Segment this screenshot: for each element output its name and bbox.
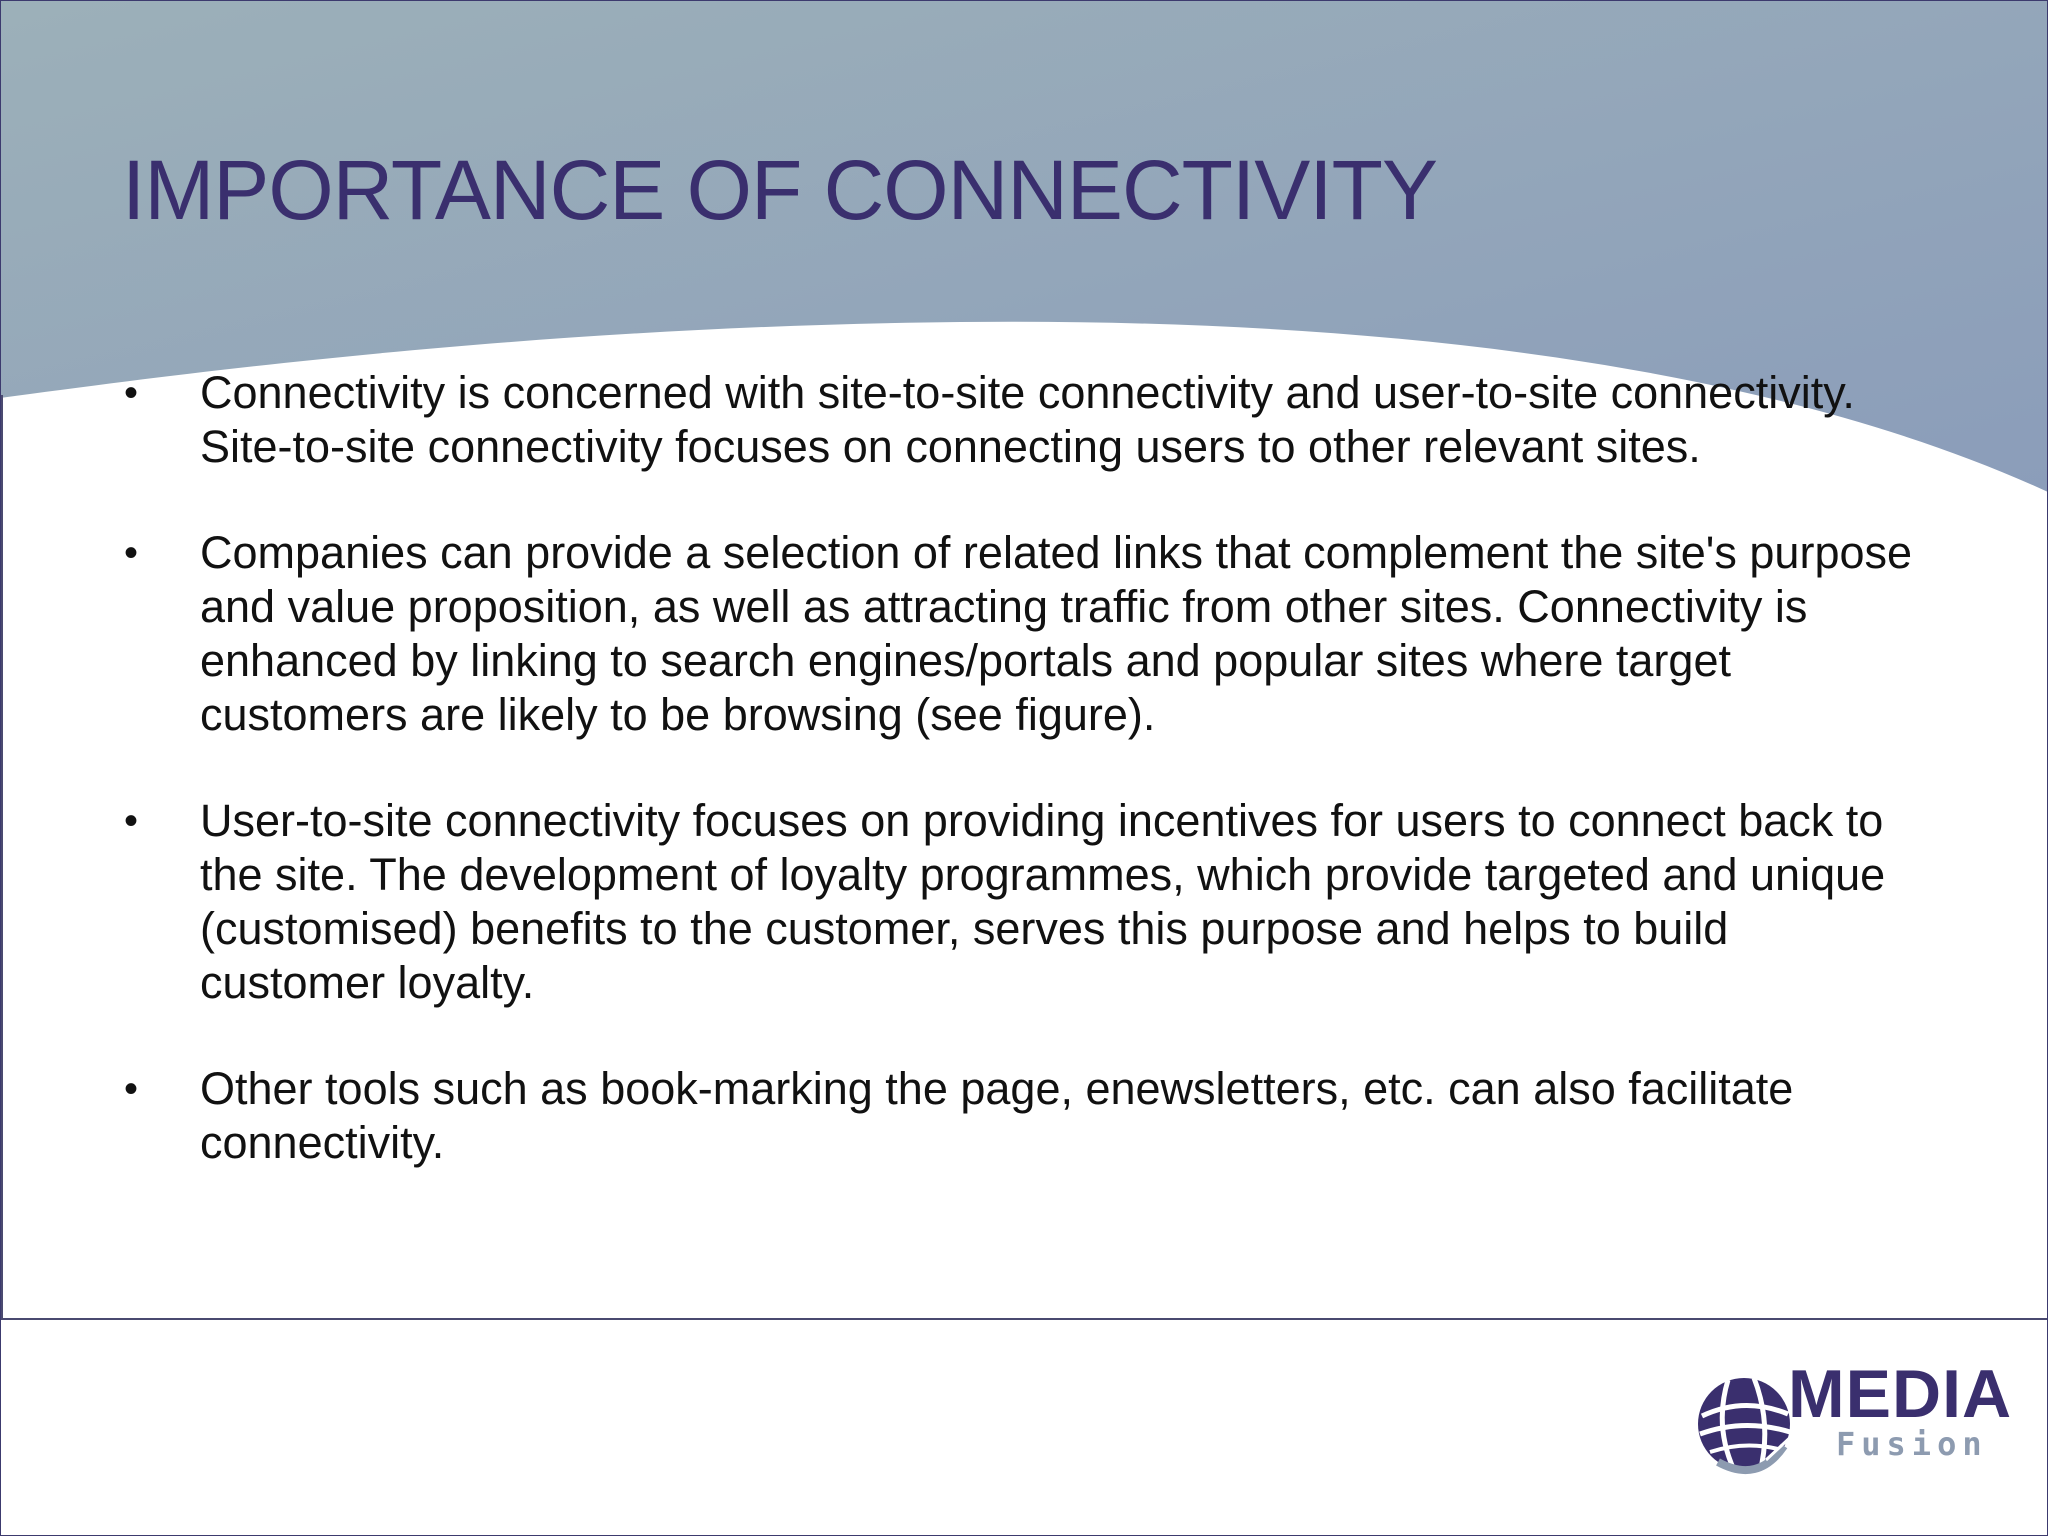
bullet-item [120, 526, 1920, 742]
bullet-marker: • [124, 531, 139, 575]
bullet-text: Connectivity is concerned with site-to-site connectivity and user-to-site connectivity. Site-to-site connectivity focuses on connecting users to other relevant sites. [200, 367, 1855, 472]
bullet-marker: • [124, 371, 139, 415]
bullet-list [120, 366, 1920, 1222]
bullet-text: Other tools such as book-marking the page, enewsletters, etc. can also facilitate connectivity. [200, 1063, 1794, 1168]
logo-wordmark: MEDIA [1788, 1356, 2013, 1432]
bullet-item [120, 1062, 1920, 1170]
footer-divider [0, 1318, 2048, 1320]
bullet-marker: • [124, 1067, 139, 1111]
left-edge-rule [0, 395, 3, 1320]
bullet-marker: • [124, 799, 139, 843]
logo-subtitle: Fusion [1836, 1425, 1988, 1463]
bullet-text: Companies can provide a selection of related links that complement the site's purpose and value proposition, as well as attracting traffic from other sites. Connectivity is enhanced by linking to search engines/portals and popular sites where target customers are likely to be browsing (see figure). [200, 527, 1913, 740]
bullet-item [120, 794, 1920, 1010]
bullet-item [120, 366, 1920, 474]
bullet-text: User-to-site connectivity focuses on providing incentives for users to connect back to the site. The development of loyalty programmes, which provide targeted and unique (customised) benefits to the customer, serves this purpose and helps to build customer loyalty. [200, 795, 1886, 1008]
slide-title: IMPORTANCE OF CONNECTIVITY [122, 143, 1437, 237]
media-fusion-logo [1688, 1356, 2013, 1490]
